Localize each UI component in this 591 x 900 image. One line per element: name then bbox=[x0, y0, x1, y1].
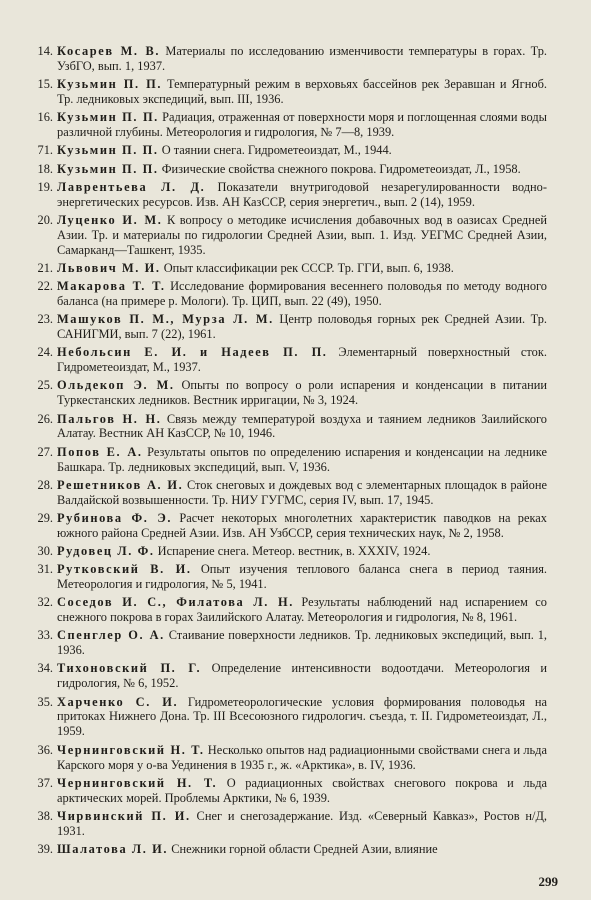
reference-number: 16. bbox=[37, 110, 53, 125]
reference-author: Луценко И. М. bbox=[57, 212, 163, 227]
reference-item bbox=[20, 378, 547, 408]
reference-author: Тихоновский П. Г. bbox=[57, 661, 202, 676]
reference-author: Кузьмин П. П. bbox=[57, 110, 159, 125]
reference-body: О радиационных свойствах снегового покрова и льда арктических морей. Проблемы Арктики, № 6, 1939. bbox=[57, 775, 548, 805]
reference-text bbox=[57, 562, 547, 592]
reference-item bbox=[20, 776, 547, 806]
reference-text bbox=[57, 312, 547, 342]
reference-author: Рутковский В. И. bbox=[57, 562, 192, 577]
reference-number: 29. bbox=[37, 510, 53, 525]
reference-text bbox=[57, 809, 547, 839]
reference-item bbox=[20, 842, 547, 857]
reference-item bbox=[20, 279, 547, 309]
reference-author: Кузьмин П. П. bbox=[57, 161, 159, 176]
reference-item bbox=[20, 562, 547, 592]
reference-author: Спенглер О. А. bbox=[57, 628, 165, 643]
reference-author: Кузьмин П. П. bbox=[57, 77, 163, 92]
reference-item bbox=[20, 628, 547, 658]
reference-author: Ольдекоп Э. М. bbox=[57, 378, 175, 393]
reference-item bbox=[20, 143, 547, 158]
reference-list bbox=[20, 44, 547, 857]
reference-body: Снег и снегозадержание. Изд. «Северный Кавказ», Ростов н/Д, 1931. bbox=[57, 808, 548, 838]
reference-text bbox=[57, 378, 547, 408]
reference-body: Опыты по вопросу о роли испарения и конденсации в питании Туркестанских ледников. Вестник ирригации, № 3, 1924. bbox=[57, 378, 547, 408]
reference-author: Рубинова Ф. Э. bbox=[57, 510, 173, 525]
reference-text bbox=[57, 44, 547, 74]
reference-text bbox=[57, 180, 547, 210]
reference-author: Чернинговский Н. Т. bbox=[57, 775, 218, 790]
reference-text bbox=[57, 213, 547, 258]
reference-body: Физические свойства снежного покрова. Гидрометеоиздат, Л., 1958. bbox=[158, 161, 521, 176]
reference-author: Харченко С. И. bbox=[57, 694, 179, 709]
reference-text bbox=[57, 661, 547, 691]
reference-author: Чернинговский Н. Т. bbox=[57, 742, 205, 757]
reference-item bbox=[20, 544, 547, 559]
reference-author: Чирвинский П. И. bbox=[57, 808, 191, 823]
reference-number: 14. bbox=[37, 44, 53, 58]
reference-body: Испарение снега. Метеор. вестник, в. XXXIV, 1924. bbox=[154, 543, 431, 558]
reference-body: Исследование формирования весеннего половодья по методу водного баланса (на примере р. Мологи). Тр. ЦИП, вып. 22 (49), 1950. bbox=[57, 279, 547, 308]
reference-item bbox=[20, 345, 547, 375]
reference-number: 34. bbox=[37, 661, 53, 676]
reference-number: 39. bbox=[37, 841, 53, 856]
reference-number: 36. bbox=[37, 742, 53, 757]
reference-number: 26. bbox=[37, 411, 53, 426]
reference-text bbox=[57, 261, 547, 276]
reference-number: 18. bbox=[37, 161, 53, 176]
page-number: 299 bbox=[538, 874, 558, 889]
reference-text bbox=[57, 279, 547, 309]
reference-author: Рудовец Л. Ф. bbox=[57, 543, 155, 558]
reference-item bbox=[20, 162, 547, 177]
reference-number: 15. bbox=[37, 77, 53, 92]
reference-number: 32. bbox=[37, 595, 53, 610]
reference-item bbox=[20, 213, 547, 258]
reference-body: Опыт классификации рек СССР. Тр. ГГИ, вып. 6, 1938. bbox=[160, 260, 454, 275]
reference-body: Элементарный поверхностный сток. Гидрометеоиздат, М., 1937. bbox=[57, 345, 547, 375]
reference-number: 38. bbox=[37, 808, 53, 823]
reference-number: 20. bbox=[37, 212, 53, 227]
reference-text bbox=[57, 628, 547, 658]
reference-number: 25. bbox=[37, 378, 53, 393]
reference-item bbox=[20, 312, 547, 342]
reference-item bbox=[20, 695, 547, 740]
reference-item bbox=[20, 445, 547, 475]
reference-author: Попов Е. А. bbox=[57, 444, 143, 459]
reference-number: 31. bbox=[37, 562, 53, 577]
reference-text bbox=[57, 695, 547, 740]
reference-text bbox=[57, 511, 547, 541]
reference-body: Радиация, отраженная от поверхности моря и поглощенная слоями воды различной глубины. Метеорология и гидрология, № 7—8, 1939. bbox=[57, 110, 547, 140]
reference-number: 21. bbox=[37, 260, 53, 275]
reference-number: 35. bbox=[37, 694, 53, 709]
reference-author: Машуков П. М., Мурза Л. М. bbox=[57, 312, 274, 327]
reference-item bbox=[20, 511, 547, 541]
reference-item bbox=[20, 44, 547, 74]
reference-number: 30. bbox=[37, 543, 53, 558]
reference-text bbox=[57, 345, 547, 375]
reference-author: Шалатова Л. И. bbox=[57, 841, 169, 856]
reference-author: Решетников А. И. bbox=[57, 477, 184, 492]
reference-number: 33. bbox=[37, 628, 53, 643]
reference-body: Сток снеговых и дождевых вод с элементарных площадок в районе Валдайской возвышенности. Тр. НИУ ГУГМС, серия IV, вып. 17, 1945. bbox=[57, 477, 547, 507]
reference-body: Материалы по исследованию изменчивости температуры в горах. Тр. УзбГО, вып. 1, 1937. bbox=[57, 44, 548, 73]
reference-body: Температурный режим в верховьях бассейнов рек Зеравшан и Ягноб. Тр. ледниковых экспедиций, вып. III, 1936. bbox=[57, 77, 547, 107]
reference-item bbox=[20, 77, 547, 107]
reference-body: Снежники горной области Средней Азии, влияние bbox=[168, 841, 438, 856]
reference-number: 22. bbox=[37, 279, 53, 294]
reference-body: О таянии снега. Гидрометеоиздат, М., 1944. bbox=[158, 143, 392, 158]
reference-item bbox=[20, 261, 547, 276]
reference-item bbox=[20, 743, 547, 773]
reference-number: 27. bbox=[37, 444, 53, 459]
reference-body: Связь между температурой воздуха и таянием ледников Заилийского Алатау. Вестник АН КазССР, № 10, 1946. bbox=[57, 411, 547, 441]
reference-author: Львович М. И. bbox=[57, 260, 161, 275]
reference-item bbox=[20, 412, 547, 442]
reference-item bbox=[20, 809, 547, 839]
reference-text bbox=[57, 162, 547, 177]
reference-text bbox=[57, 842, 547, 857]
reference-author: Небольсин Е. И. и Надеев П. П. bbox=[57, 345, 328, 360]
reference-body: Расчет некоторых многолетних характеристик паводков на реках южного района Средней Азии. Изв. АН УзбССР, серия технических наук, № 2, 1958. bbox=[57, 510, 547, 540]
reference-body: Показатели внутригодовой незарегулированности водно-энергетических ресурсов. Изв. АН КазССР, серия энергетич., вып. 2 (14), 1959. bbox=[57, 179, 547, 209]
reference-text bbox=[57, 110, 547, 140]
reference-text bbox=[57, 743, 547, 773]
reference-body: Центр половодья горных рек Средней Азии. Тр. САНИГМИ, вып. 7 (22), 1961. bbox=[57, 312, 547, 342]
reference-item bbox=[20, 180, 547, 210]
reference-author: Лаврентьева Л. Д. bbox=[57, 179, 206, 194]
reference-text bbox=[57, 143, 547, 158]
reference-text bbox=[57, 544, 547, 559]
reference-number: 37. bbox=[37, 775, 53, 790]
reference-number: 71. bbox=[37, 143, 53, 158]
reference-body: Определение интенсивности водоотдачи. Метеорология и гидрология, № 6, 1952. bbox=[57, 661, 547, 691]
reference-number: 19. bbox=[37, 179, 53, 194]
reference-author: Кузьмин П. П. bbox=[57, 143, 159, 158]
reference-number: 24. bbox=[37, 345, 53, 360]
reference-author: Макарова Т. Т. bbox=[57, 279, 166, 294]
reference-item bbox=[20, 478, 547, 508]
reference-number: 23. bbox=[37, 312, 53, 327]
reference-author: Пальгов Н. Н. bbox=[57, 411, 162, 426]
reference-text bbox=[57, 776, 547, 806]
reference-body: Результаты наблюдений над испарением со снежного покрова в горах Заилийского Алатау. Метеорология и гидрология, № 8, 1961. bbox=[57, 595, 547, 625]
reference-author: Соседов И. С., Филатова Л. Н. bbox=[57, 595, 294, 610]
reference-text bbox=[57, 445, 547, 475]
reference-text bbox=[57, 412, 547, 442]
reference-body: Гидрометеорологические условия формирования половодья на притоках Нижнего Дона. Тр. III Всесоюзного гидрологич. съезда, т. II. Гидрометеоиздат, Л., 1959. bbox=[57, 694, 547, 739]
reference-number: 28. bbox=[37, 477, 53, 492]
reference-item bbox=[20, 595, 547, 625]
reference-item bbox=[20, 661, 547, 691]
reference-text bbox=[57, 478, 547, 508]
reference-text bbox=[57, 595, 547, 625]
reference-body: Стаивание поверхности ледников. Тр. ледниковых экспедиций, вып. 1, 1936. bbox=[57, 628, 547, 658]
reference-author: Косарев М. В. bbox=[57, 44, 161, 58]
reference-item bbox=[20, 110, 547, 140]
reference-body: Несколько опытов над радиационными свойствами снега и льда Карского моря у о-ва Уединения в 1935 г., ж. «Арктика», в. IV, 1936. bbox=[57, 742, 547, 772]
reference-text bbox=[57, 77, 547, 107]
reference-body: Опыт изучения теплового баланса снега в период таяния. Метеорология и гидрология, № 5, 1941. bbox=[57, 562, 548, 592]
reference-body: Результаты опытов по определению испарения и конденсации на леднике Башкара. Тр. ледниковых экспедиций, вып. V, 1936. bbox=[57, 444, 547, 474]
reference-body: К вопросу о методике исчисления добавочных вод в оазисах Средней Азии. Тр. и материалы по гидрологии Средней Азии, вып. 1. Изд. УЕГМС Средней Азии, Самарканд—Ташкент, 1935. bbox=[57, 212, 547, 257]
